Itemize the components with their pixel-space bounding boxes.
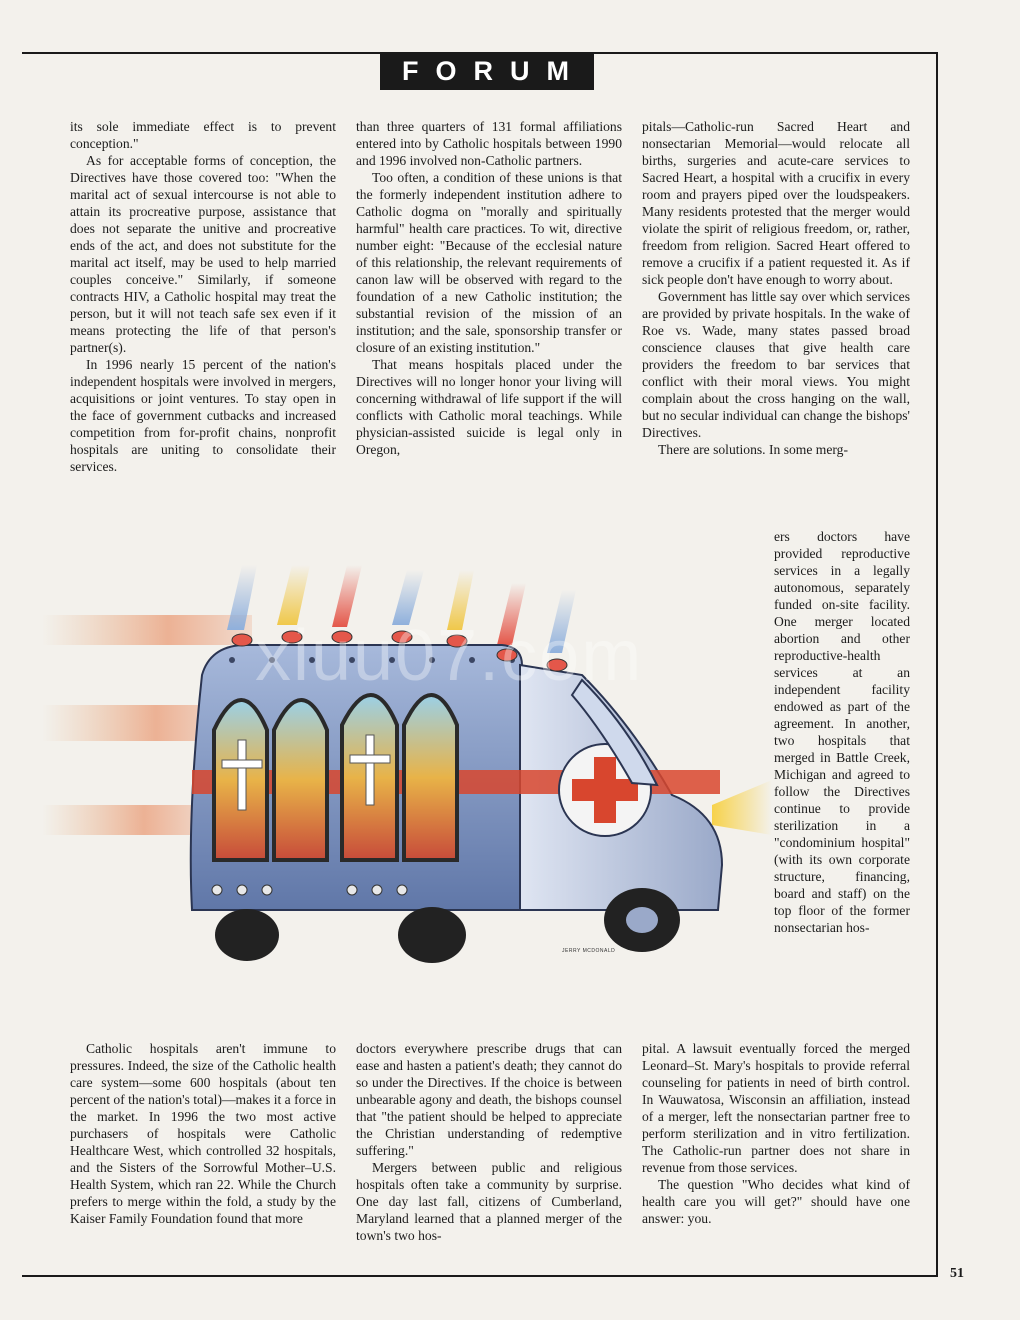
paragraph: There are solutions. In some merg-: [658, 442, 849, 457]
paragraph: pital. A lawsuit eventually forced the merged Leonard–St. Mary's hospitals to provide referral counseling for patients in need of birth control. In Wauwatosa, Wisconsin an affiliation, instead of a merger, left the nonsectarian partner free to perform sterilization and in vitro fertilization. The Catholic-run partner does not share in revenue from those services.: [642, 1041, 910, 1175]
bottom-rule: [22, 1275, 938, 1277]
column-3-bottom: [642, 1040, 910, 1227]
page-number: 51: [950, 1266, 964, 1281]
paragraph: In 1996 nearly 15 percent of the nation's independent hospitals were involved in mergers, acquisitions or joint ventures. To stay open in the face of government cutbacks and increased competition from for-profit chains, nonprofit hospitals are uniting to consolidate their services.: [70, 357, 336, 474]
right-rule: [936, 52, 938, 1277]
speed-streak: [42, 805, 212, 835]
paragraph: ers doctors have provided reproductive services in a legally autonomous, separately funded on-site facility. One merger located abortion and other reproductive-health services at an independent facility endowed as part of the agreement. In another, two hospitals that merged in Battle Creek, Michigan and agreed to follow the Directives continue to provide sterilization in a "condominium hospital" (with its own corporate structure, financing, board and staff) on the top floor of the former nonsectarian hos-: [774, 529, 910, 935]
paragraph: Catholic hospitals aren't immune to pressures. Indeed, the size of the Catholic health care system—some 600 hospitals (about ten percent of the nation's total)—makes it a force in the market. In 1996 the two most active purchasers of hospitals were Catholic Healthcare West, which controlled 32 hospitals, and the Sisters of the Sorrowful Mother–U.S. Health System, which ran 22. While the Church prefers to merge within the fold, a study by the Kaiser Family Foundation found that more: [70, 1041, 336, 1226]
paragraph: As for acceptable forms of conception, the Directives have those covered too: "When the marital act of sexual intercourse is not able to attain its procreative purpose, assistance that does not separate the unitive and procreative ends of the act, and does not substitute for the marital act itself, may be used to help married couples conceive." Similarly, if someone contracts HIV, a Catholic hospital may treat the person, but it will not teach safe sex even if it means protecting the life of that person's partner(s).: [70, 153, 336, 355]
stained-glass-window: [274, 700, 327, 860]
speed-streak: [42, 615, 252, 645]
paragraph: Mergers between public and religious hospitals often take a community by surprise. One day last fall, citizens of Cumberland, Maryland learned that a planned merger of the town's two hos-: [356, 1160, 622, 1243]
headlight-beam: [712, 780, 772, 835]
paragraph: Government has little say over which services are provided by private hospitals. In the wake of Roe vs. Wade, many states passed broad conscience clauses that give health care providers the freedom to bar services that conflict with their moral views. You might complain about the cross hanging on the wall, but no secular individual can change the bishops' Directives.: [642, 289, 910, 440]
column-1-bottom: [70, 1040, 336, 1227]
paragraph: its sole immediate effect is to prevent conception.": [70, 119, 336, 151]
column-3-top: [642, 118, 910, 458]
rooftop-beam: [227, 565, 257, 630]
section-title: FORUM: [380, 52, 594, 90]
paragraph: pitals—Catholic-run Sacred Heart and nonsectarian Memorial—would relocate all births, surgeries and acute-care services to Sacred Heart, a hospital with a crucifix in every room and prayers piped over the loudspeakers. Many residents protested that the merger would violate the spirit of religious freedom, or, rather, freedom from religion. Sacred Heart offered to remove a crucifix if a patient requested it. As if sick people don't have enough to worry about.: [642, 119, 910, 287]
watermark: xiuu07.com: [255, 616, 644, 696]
paragraph: That means hospitals placed under the Directives will no longer honor your living will concerning withdrawal of life support if the will conflicts with Catholic moral teachings. While physician-assisted suicide is legal only in Oregon,: [356, 357, 622, 457]
stained-glass-window: [404, 695, 457, 860]
paragraph: doctors everywhere prescribe drugs that can ease and hasten a patient's death; they cannot do so under the Directives. If the choice is between unbearable agony and death, the bishops counsel that "the patient should be helped to appreciate the Christian understanding of redemptive suffering.": [356, 1041, 622, 1158]
column-3-wrap: [774, 528, 910, 936]
column-2-top: [356, 118, 622, 458]
column-2-bottom: [356, 1040, 622, 1244]
paragraph: than three quarters of 131 formal affiliations entered into by Catholic hospitals between 1990 and 1996 involved non-Catholic partners.: [356, 119, 622, 168]
paragraph: Too often, a condition of these unions is that the formerly independent institution adhere to Catholic dogma on "morally and spiritually harmful" health care practices. To wit, directive number eight: "Because of the ecclesial nature of this relationship, the relevant requirements of canon law will be observed with regard to the foundation of a new Catholic institution; the substantial revision of the mission of an institution; and the sale, sponsorship transfer or closure of an existing institution.": [356, 170, 622, 355]
paragraph: The question "Who decides what kind of health care you will get?" should have one answer: you.: [642, 1177, 910, 1226]
column-1-top: [70, 118, 336, 475]
illustration-credit: JERRY MCDONALD: [562, 948, 616, 954]
